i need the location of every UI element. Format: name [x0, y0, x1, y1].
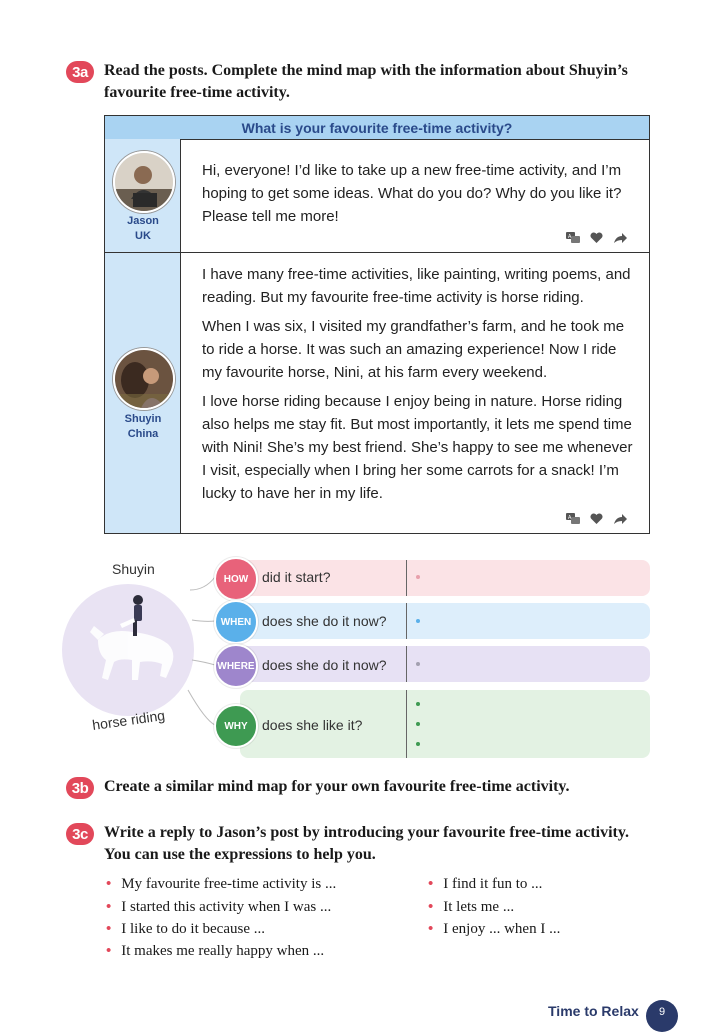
user-country-jason: UK — [135, 230, 151, 242]
share-icon[interactable] — [613, 232, 627, 244]
post-paragraph: Hi, everyone! I’d like to take up a new free-time activity, and I’m hoping to get some ideas. What do you do? Why do you like it? Please tell me more! — [202, 162, 622, 225]
question-key-where: WHERE — [214, 644, 258, 688]
post-actions-jason — [566, 232, 627, 244]
post-actions-shuyin — [566, 513, 627, 525]
expression-item: • I enjoy ... when I ... — [428, 921, 561, 937]
post-paragraph: I have many free-time activities, like painting, writing poems, and reading. But my favourite free-time activity is horse riding. — [202, 266, 631, 306]
question-key-why: WHY — [214, 704, 258, 748]
expression-item: • It makes me really happy when ... — [106, 943, 325, 959]
footer-unit-title: Time to Relax — [548, 1003, 639, 1019]
post-divider — [105, 252, 649, 253]
answer-bullet-when[interactable] — [416, 619, 420, 623]
user-name-jason: Jason — [127, 215, 159, 227]
mindmap-name-label: Shuyin — [112, 561, 155, 577]
post-paragraph: I love horse riding because I enjoy being in nature. Horse riding also helps me stay fit. But most importantly, it lets me spend time with Nini! She’s my best friend. She’s happy to see me whenever I visit, especially when I bring her some carrots for a snack! I’m lucky to have her in my life. — [202, 393, 633, 502]
task-3c-instruction-line2: You can use the expressions to help you. — [104, 846, 376, 863]
question-key-when: WHEN — [214, 600, 258, 644]
answer-bullet-why-3[interactable] — [416, 742, 420, 746]
expression-item: • I like to do it because ... — [106, 921, 265, 937]
task-3a-instruction-line1: Read the posts. Complete the mind map with the information about Shuyin’s — [104, 62, 628, 79]
avatar-shuyin[interactable] — [113, 348, 175, 410]
answer-bullet-where[interactable] — [416, 662, 420, 666]
expression-item: • I started this activity when I was ... — [106, 899, 332, 915]
task-badge-3c: 3c — [66, 823, 94, 845]
task-3b-instruction: Create a similar mind map for your own favourite free-time activity. — [104, 778, 570, 795]
answer-divider — [406, 690, 407, 758]
post-body-shuyin — [202, 263, 634, 511]
answer-bullet-why-1[interactable] — [416, 702, 420, 706]
heart-icon[interactable] — [590, 513, 603, 525]
forum-thread — [104, 115, 650, 534]
answer-bullet-why-2[interactable] — [416, 722, 420, 726]
expression-item: • I find it fun to ... — [428, 876, 543, 892]
task-badge-3b: 3b — [66, 777, 94, 799]
task-badge-3a: 3a — [66, 61, 94, 83]
svg-text:A: A — [568, 234, 572, 240]
question-text-when: does she do it now? — [262, 613, 387, 629]
answer-divider — [406, 603, 407, 639]
task-3a-instruction-line2: favourite free-time activity. — [104, 84, 290, 101]
avatar-jason[interactable] — [113, 151, 175, 213]
user-country-shuyin: China — [127, 428, 159, 440]
answer-divider — [406, 646, 407, 682]
question-text-why: does she like it? — [262, 717, 363, 733]
post-body-jason — [202, 159, 634, 234]
task-3c-instruction-line1: Write a reply to Jason’s post by introducing your favourite free-time activity. — [104, 824, 629, 841]
question-text-how: did it start? — [262, 569, 331, 585]
heart-icon[interactable] — [590, 232, 603, 244]
user-name-shuyin: Shuyin — [124, 413, 162, 425]
question-key-how: HOW — [214, 557, 258, 601]
svg-text:A: A — [568, 515, 572, 521]
translate-icon[interactable] — [566, 513, 580, 525]
post-paragraph: When I was six, I visited my grandfather’s farm, and he took me to ride a horse. It was such an amazing experience! Now I ride my favourite horse, Nini, at his farm every weekend. — [202, 318, 625, 381]
page-number: 9 — [646, 1000, 678, 1032]
answer-bullet-how[interactable] — [416, 575, 420, 579]
forum-title: What is your favourite free-time activity? — [105, 116, 649, 140]
share-icon[interactable] — [613, 513, 627, 525]
translate-icon[interactable] — [566, 232, 580, 244]
expression-item: • It lets me ... — [428, 899, 515, 915]
expression-item: • My favourite free-time activity is ... — [106, 876, 337, 892]
mindmap-activity-label: horse riding — [91, 706, 166, 734]
answer-divider — [406, 560, 407, 596]
question-text-where: does she do it now? — [262, 657, 387, 673]
